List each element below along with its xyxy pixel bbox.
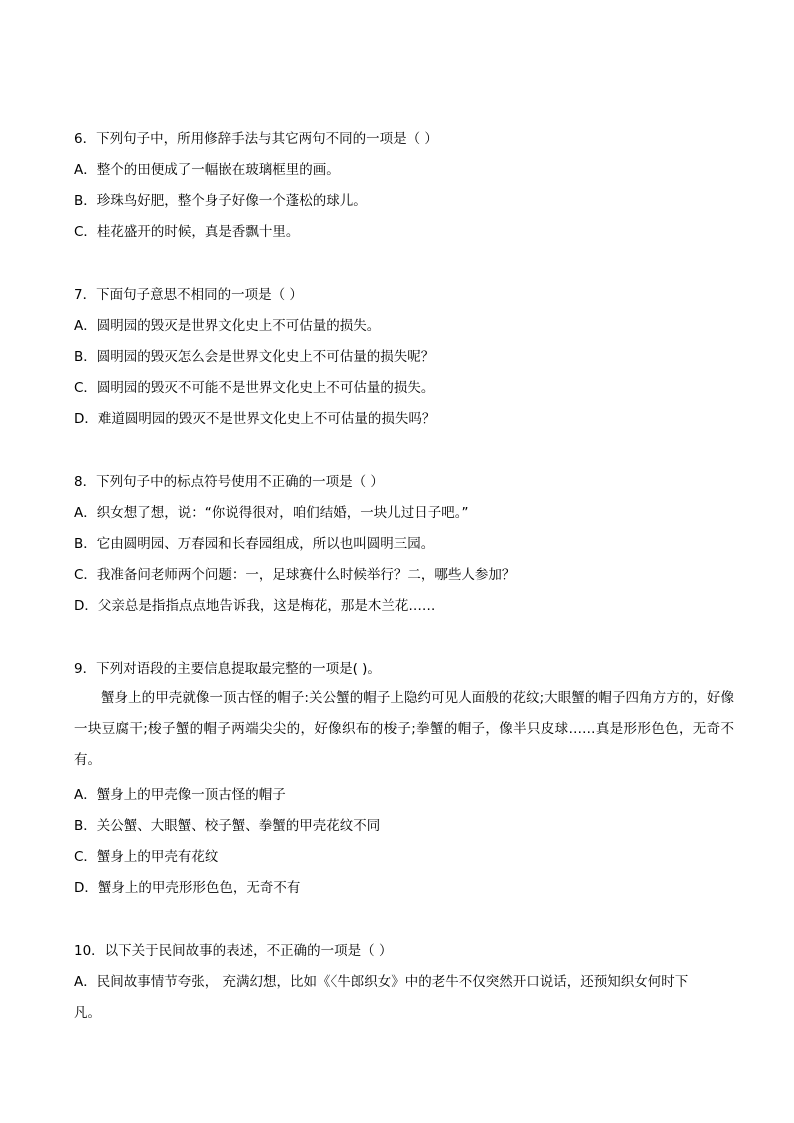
question-7-option-b: B．圆明园的毁灭怎么会是世界文化史上不可估量的损失呢？ [74,349,435,365]
question-10-stem: 10．以下关于民间故事的表述，不正确的一项是（ ） [74,943,393,959]
question-6-option-c: C．桂花盛开的时候，真是香飘十里。 [74,224,300,240]
question-8-option-d: D．父亲总是指指点点地告诉我，这是梅花，那是木兰花…… [74,598,436,614]
question-9-option-d: D．蟹身上的甲壳形形色色，无奇不有 [74,880,301,896]
question-7-option-d: D．难道圆明园的毁灭不是世界文化史上不可估量的损失吗？ [74,411,436,427]
question-8-option-b: B．它由圆明园、万春园和长春园组成，所以也叫圆明三园。 [74,536,435,552]
question-7-stem: 7．下面句子意思不相同的一项是（ ） [74,287,303,303]
question-8-option-c: C．我准备问老师两个问题：一，足球赛什么时候举行？二，哪些人参加？ [74,567,516,583]
question-8-stem: 8．下列句子中的标点符号使用不正确的一项是（ ） [74,474,384,490]
question-8-option-a: A．织女想了想，说：“你说得很对，咱们结婚，一块儿过日子吧。” [74,505,469,521]
question-10-option-a: A．民间故事情节夸张， 充满幻想，比如《〈牛郎织女》中的老牛不仅突然开口说话，还预知织女何时下 [74,974,689,990]
question-10-option-a-continued: 凡。 [74,1005,101,1021]
question-9-option-c: C．蟹身上的甲壳有花纹 [74,849,219,865]
question-9-stem: 9．下列对语段的主要信息提取最完整的一项是( )。 [74,661,381,677]
question-9-passage: 蟹身上的甲壳就像一顶古怪的帽子:关公蟹的帽子上隐约可见人面般的花纹;大眼蟹的帽子四角方方的，好像一块豆腐干;梭子蟹的帽子两端尖尖的，好像织布的梭子;拳蟹的帽子，像半只皮球……真是形形色色，无奇不有。 [74,690,734,768]
question-7-option-a: A．圆明园的毁灭是世界文化史上不可估量的损失。 [74,318,381,334]
question-7-option-c: C．圆明园的毁灭不可能不是世界文化史上不可估量的损失。 [74,380,435,396]
question-6-option-a: A．整个的田便成了一幅嵌在玻璃框里的画。 [74,162,340,178]
question-9-option-a: A．蟹身上的甲壳像一顶古怪的帽子 [74,787,286,803]
question-9-option-b: B．关公蟹、大眼蟹、校子蟹、拳蟹的甲壳花纹不同 [74,818,381,834]
question-6-stem: 6．下列句子中，所用修辞手法与其它两句不同的一项是（ ） [74,131,438,147]
question-6-option-b: B．珍珠鸟好肥，整个身子好像一个蓬松的球儿。 [74,193,367,209]
